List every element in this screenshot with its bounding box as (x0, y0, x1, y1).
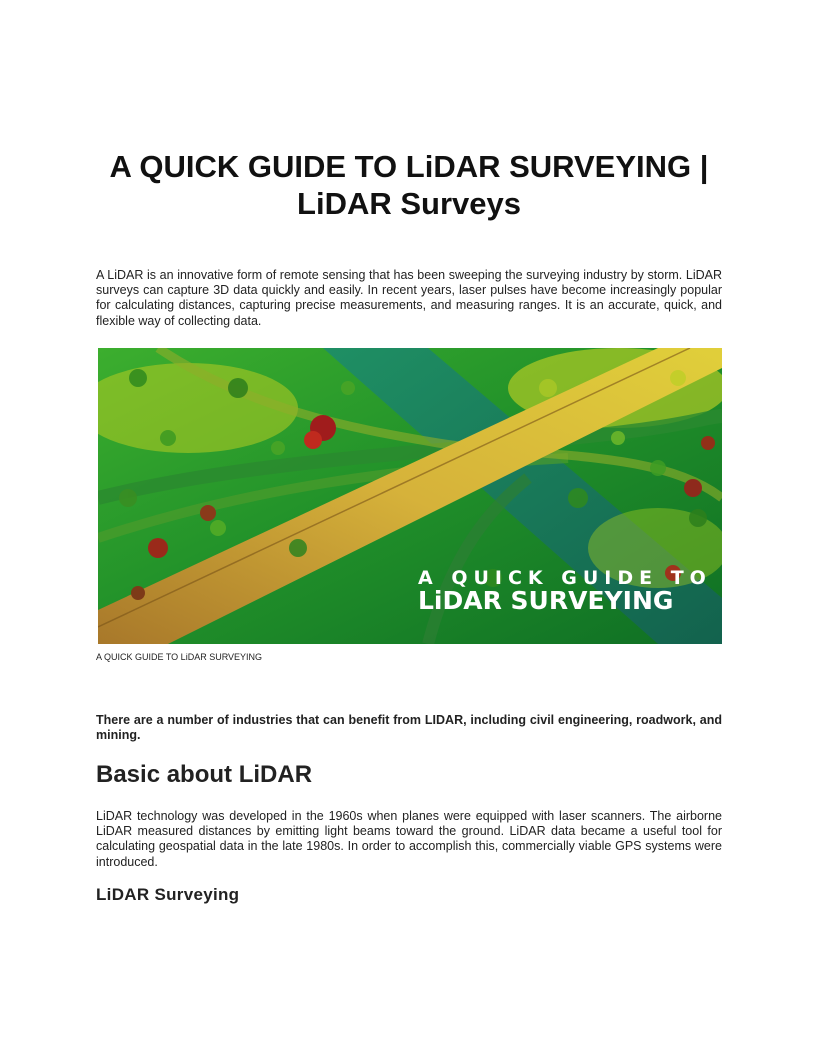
basic-paragraph: LiDAR technology was developed in the 1960s when planes were equipped with laser scanners. The airborne LiDAR measured distances by emitting light beams toward the ground. LiDAR data became a useful tool for calculating geospatial data in the late 1980s. In order to accomplish this, commercially viable GPS systems were introduced. (96, 809, 722, 869)
overlay-line-1: A QUICK GUIDE TO (418, 567, 712, 589)
lidar-point-cloud-illustration (98, 348, 722, 644)
image-caption: A QUICK GUIDE TO LiDAR SURVEYING (96, 652, 263, 662)
page-title: A QUICK GUIDE TO LiDAR SURVEYING | LiDAR Surveys (109, 149, 709, 221)
section-heading-surveying: LiDAR Surveying (96, 885, 240, 904)
industries-paragraph: There are a number of industries that can benefit from LIDAR, including civil engineering, roadwork, and mining. (96, 713, 722, 743)
lidar-hero-image (98, 348, 722, 644)
section-heading-basic: Basic about LiDAR (96, 761, 313, 788)
intro-paragraph: A LiDAR is an innovative form of remote sensing that has been sweeping the surveying industry by storm. LiDAR surveys can capture 3D data quickly and easily. In recent years, laser pulses have become increasingly popular for calculating distances, capturing precise measurements, and measuring ranges. It is an accurate, quick, and flexible way of collecting data. (96, 268, 722, 328)
overlay-line-2: LiDAR SURVEYING (418, 586, 674, 615)
